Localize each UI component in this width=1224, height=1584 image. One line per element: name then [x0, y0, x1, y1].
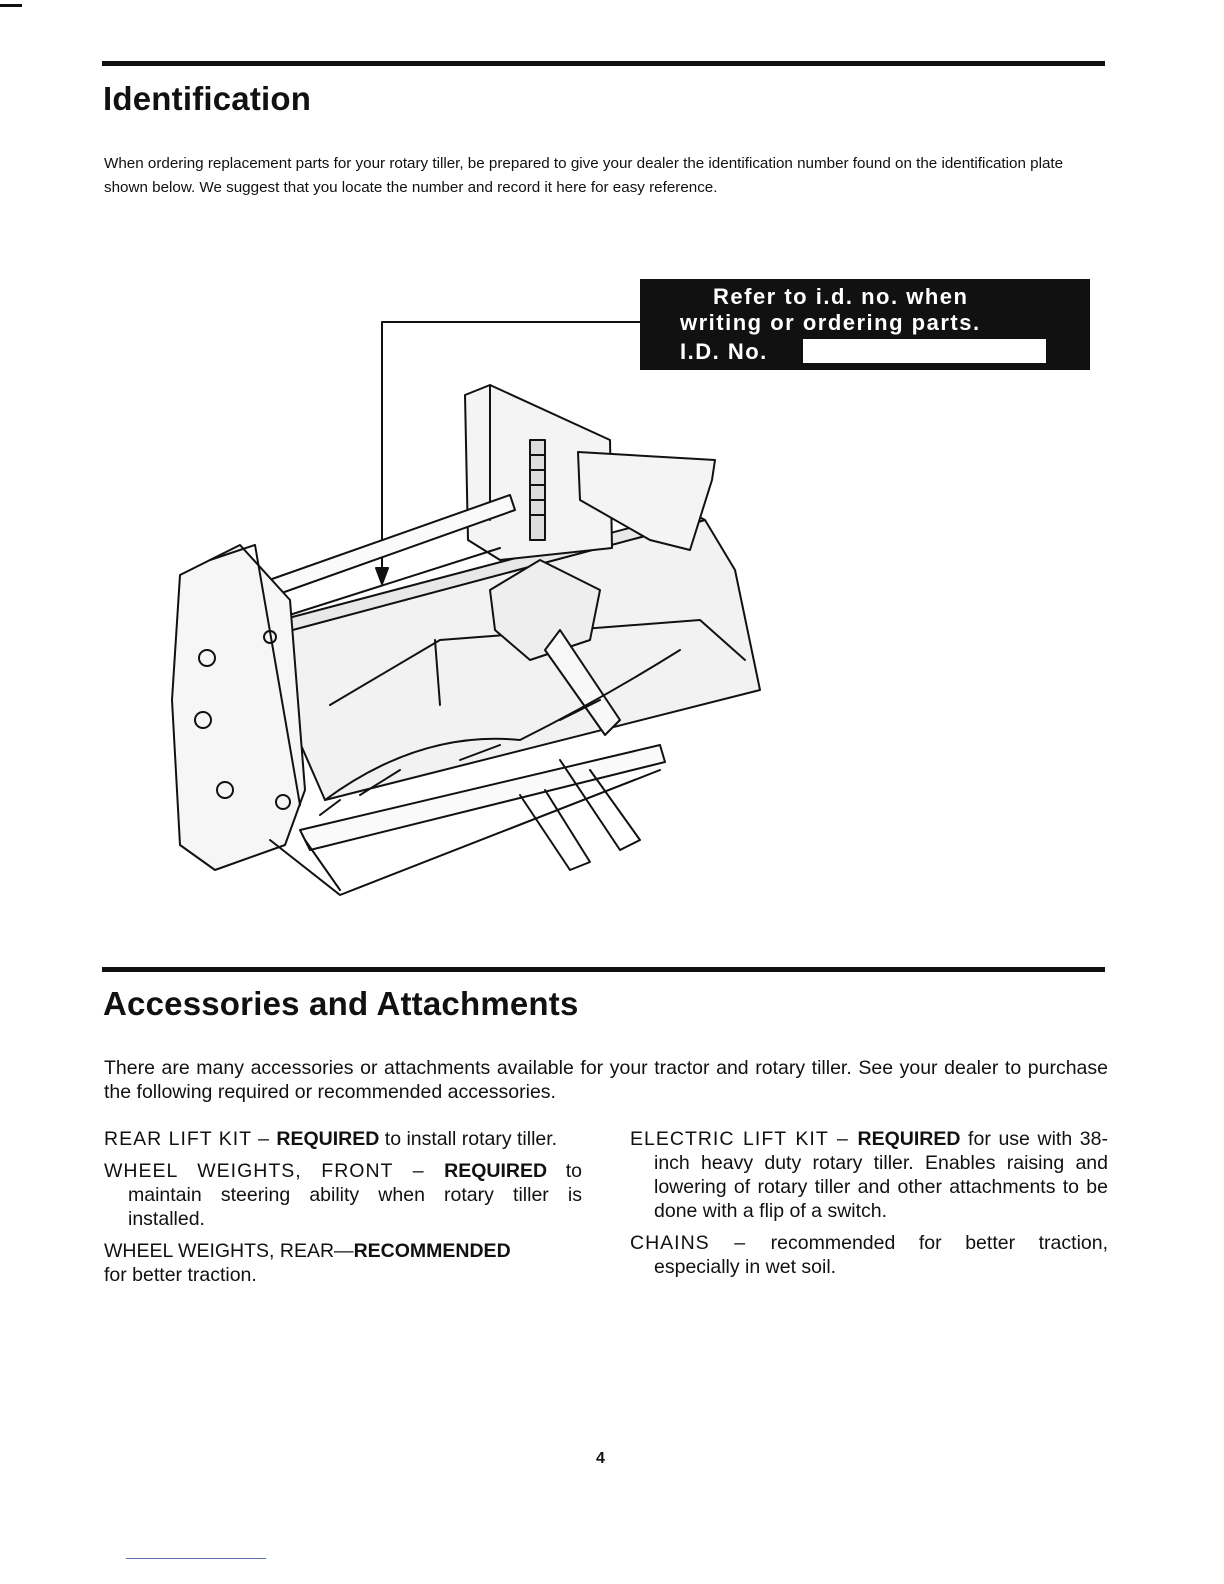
identification-intro: When ordering replacement parts for your rotary tiller, be prepared to give your dealer the identification number found on the identification plate shown below. We suggest that you locate the number and record it here for easy reference. [104, 155, 1064, 196]
accessory-item [630, 1127, 1108, 1223]
accessories-heading: Accessories and Attachments [103, 985, 579, 1022]
accessory-item [630, 1231, 1108, 1279]
accessory-name: REAR LIFT KIT – [104, 1128, 277, 1150]
accessory-name: ELECTRIC LIFT KIT – [630, 1128, 858, 1150]
accessory-status: RECOMMENDED [353, 1240, 511, 1262]
accessory-item [104, 1239, 582, 1287]
accessory-description: recommended for better traction, especially in wet soil. [654, 1232, 1109, 1278]
accessory-item [104, 1127, 582, 1151]
page-number: 4 [596, 1450, 605, 1467]
plate-line-1: Refer to i.d. no. when [713, 284, 969, 309]
accessories-intro: There are many accessories or attachments available for your tractor and rotary tiller. See your dealer to purchase the following required or recommended accessories. [104, 1057, 1108, 1103]
accessory-status: REQUIRED [276, 1128, 380, 1150]
id-plate [640, 279, 1090, 370]
bottom-line [126, 1558, 266, 1559]
middle-rule [102, 967, 1105, 972]
accessories-right-column [630, 1127, 1108, 1287]
accessory-description: for better traction. [104, 1264, 257, 1286]
accessory-status: REQUIRED [444, 1160, 548, 1182]
accessory-name: WHEEL WEIGHTS, FRONT – [104, 1160, 445, 1182]
accessory-status: REQUIRED [857, 1128, 961, 1150]
plate-id-label: I.D. No. [680, 339, 768, 364]
plate-line-2: writing or ordering parts. [680, 310, 981, 335]
accessory-name: CHAINS – [630, 1232, 771, 1254]
accessory-name: WHEEL WEIGHTS, REAR— [104, 1240, 354, 1262]
accessories-left-column [104, 1127, 582, 1295]
id-number-field[interactable] [803, 339, 1046, 363]
accessory-description: for use with 38-inch heavy duty rotary tiller. Enables raising and lowering of rotary tiller and other attachments to be done with a flip of a switch. [654, 1128, 1108, 1222]
accessory-description: to install rotary tiller. [379, 1128, 558, 1150]
identification-heading: Identification [103, 80, 312, 117]
accessory-description: to maintain steering ability when rotary tiller is installed. [128, 1160, 582, 1230]
accessory-item [104, 1159, 582, 1231]
